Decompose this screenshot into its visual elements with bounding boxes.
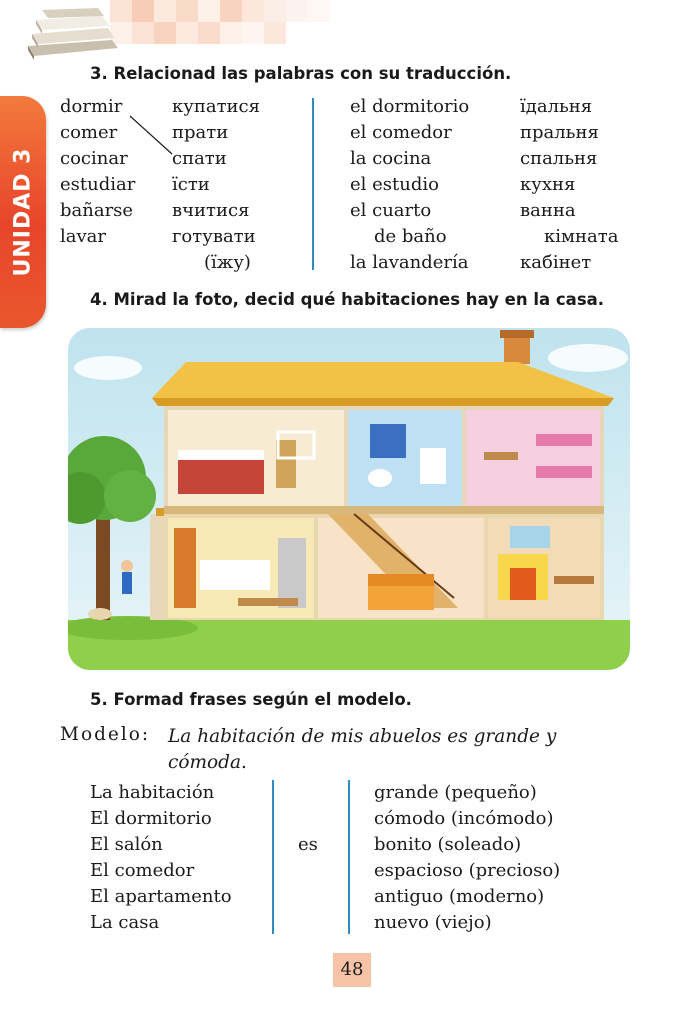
verbs-uk-column <box>172 94 260 276</box>
room-uk: ванна <box>520 200 576 221</box>
room-uk: їдальня <box>520 96 593 117</box>
word-uk: купатися <box>172 96 260 117</box>
adjective: bonito (soleado) <box>374 834 522 855</box>
subject: El comedor <box>90 860 195 881</box>
modelo-line: La habitación de mis abuelos es grande y <box>168 726 557 747</box>
exercise-3-heading: 3. Relacionad las palabras con su traducción. <box>90 64 512 83</box>
page-number: 48 <box>333 953 371 987</box>
modelo-sentence <box>168 724 648 776</box>
adjectives-column <box>374 780 560 936</box>
adjective: espacioso (precioso) <box>374 860 561 881</box>
room-uk: кабінет <box>520 252 592 273</box>
rooms-uk-column <box>520 94 618 276</box>
word-es: lavar <box>60 226 106 247</box>
unit-tab-label: UNIDAD 3 <box>10 147 36 277</box>
adjective: antiguo (moderno) <box>374 886 545 907</box>
unit-tab <box>0 96 46 328</box>
word-uk: (їжу) <box>204 252 251 273</box>
subjects-column <box>90 780 232 936</box>
room-uk: кімната <box>544 226 619 247</box>
exercise-5-heading: 5. Formad frases según el modelo. <box>90 690 412 709</box>
adjective: nuevo (viejo) <box>374 912 492 933</box>
word-uk: готувати <box>172 226 256 247</box>
word-uk: спати <box>172 148 227 169</box>
word-es: dormir <box>60 96 123 117</box>
room-uk: пральня <box>520 122 599 143</box>
room-es: la cocina <box>350 148 432 169</box>
room-uk: спальня <box>520 148 598 169</box>
exercise-4-heading: 4. Mirad la foto, decid qué habitaciones hay en la casa. <box>90 290 605 309</box>
room-es: el estudio <box>350 174 439 195</box>
word-uk: їсти <box>172 174 210 195</box>
room-es: el dormitorio <box>350 96 470 117</box>
word-es: cocinar <box>60 148 128 169</box>
subject: El dormitorio <box>90 808 212 829</box>
word-es: comer <box>60 122 118 143</box>
word-es: estudiar <box>60 174 136 195</box>
adjective: cómodo (incómodo) <box>374 808 554 829</box>
verbs-es-column <box>60 94 135 250</box>
room-uk: кухня <box>520 174 576 195</box>
room-es: la lavandería <box>350 252 469 273</box>
example-match-line <box>128 112 178 156</box>
subject: La habitación <box>90 782 215 803</box>
books-icon <box>22 4 122 60</box>
word-uk: вчитися <box>172 200 250 221</box>
room-es: de baño <box>374 226 447 247</box>
house-illustration <box>68 328 630 670</box>
room-es: el cuarto <box>350 200 432 221</box>
column-divider <box>312 98 314 270</box>
subject: La casa <box>90 912 160 933</box>
subject: El salón <box>90 834 163 855</box>
column-divider <box>348 780 350 934</box>
rooms-es-column <box>350 94 469 276</box>
modelo-line: cómoda. <box>168 752 247 773</box>
verb-es: es <box>298 834 318 855</box>
word-es: bañarse <box>60 200 134 221</box>
modelo-label: Modelo: <box>60 724 151 745</box>
adjective: grande (pequeño) <box>374 782 537 803</box>
subject: El apartamento <box>90 886 232 907</box>
room-es: el comedor <box>350 122 452 143</box>
column-divider <box>272 780 274 934</box>
word-uk: прати <box>172 122 229 143</box>
